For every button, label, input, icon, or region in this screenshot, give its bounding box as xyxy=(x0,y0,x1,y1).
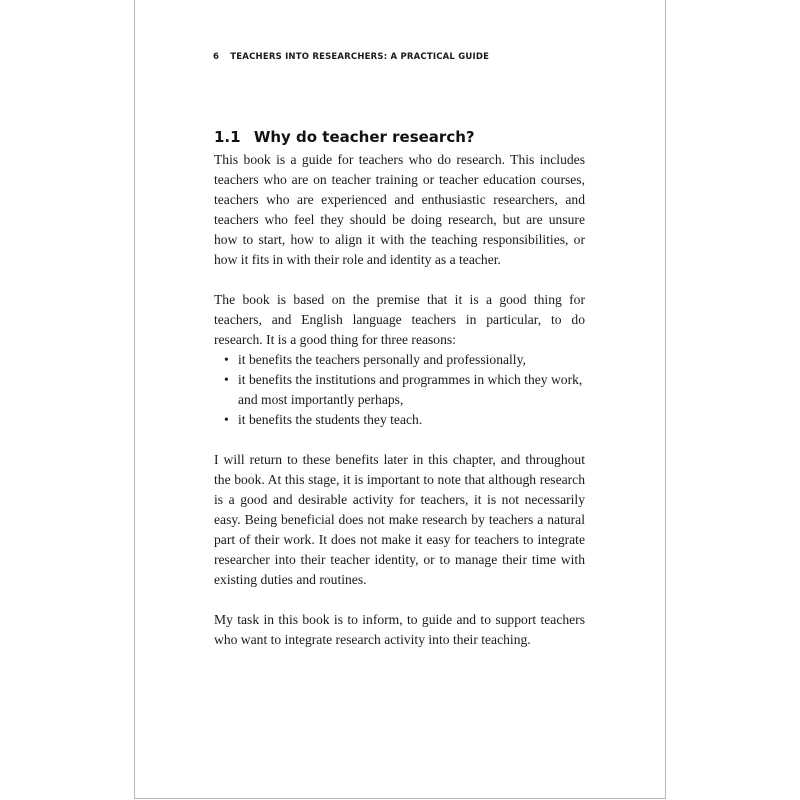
paragraph-premise: The book is based on the premise that it is a good thing for teachers, and English language teachers in particular, to do research. It is a good thing for three reasons: xyxy=(214,292,585,347)
list-item xyxy=(214,410,585,430)
list-item-text: it benefits the students they teach. xyxy=(238,412,423,427)
section-number: 1.1 xyxy=(214,128,241,146)
section-title: Why do teacher research? xyxy=(253,128,475,146)
bullet-icon: • xyxy=(224,412,229,427)
section-heading xyxy=(214,128,475,146)
running-title: TEACHERS INTO RESEARCHERS: A PRACTICAL GUIDE xyxy=(230,52,490,62)
list-item xyxy=(214,370,585,410)
body-text xyxy=(214,150,585,650)
paragraph-benefits: I will return to these benefits later in this chapter, and throughout the book. At this stage, it is important to note that although research is a good and desirable activity for teachers, it is not necessarily easy. Being beneficial does not make research by teachers a natural part of their work. It does not make it easy for teachers to integrate researcher into their teacher identity, or to manage their time with existing duties and routines. xyxy=(214,452,585,587)
list-item-text: it benefits the institutions and programmes in which they work, and most importantly perhaps, xyxy=(238,372,583,407)
reasons-list xyxy=(214,350,585,430)
bullet-icon: • xyxy=(224,372,229,387)
running-head xyxy=(213,52,489,62)
list-item-text: it benefits the teachers personally and professionally, xyxy=(238,352,526,367)
page-number: 6 xyxy=(213,52,220,62)
bullet-icon: • xyxy=(224,352,229,367)
paragraph-intro: This book is a guide for teachers who do research. This includes teachers who are on teacher training or teacher education courses, teachers who are experienced and enthusiastic researchers, and teachers who feel they should be doing research, but are unsure how to start, how to align it with the teaching responsibilities, or how it fits in with their role and identity as a teacher. xyxy=(214,152,585,267)
list-item xyxy=(214,350,585,370)
paragraph-task: My task in this book is to inform, to guide and to support teachers who want to integrate research activity into their teaching. xyxy=(214,612,585,647)
